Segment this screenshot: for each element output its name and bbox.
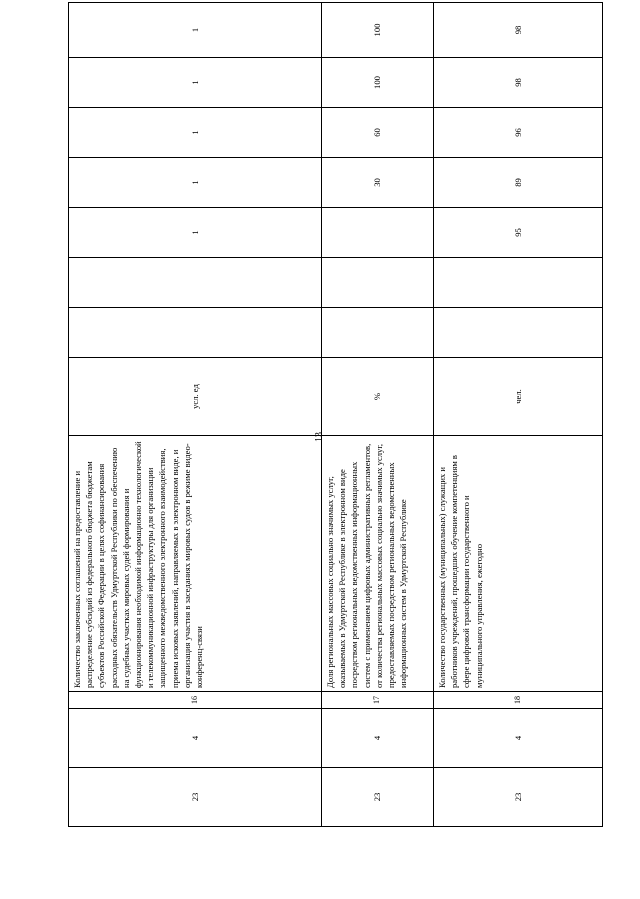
value-cell (322, 308, 434, 358)
table-grid (68, 23, 602, 827)
program-code: 23 (322, 768, 434, 827)
value-cell: 1 (69, 158, 322, 208)
value-cell: 89 (434, 158, 603, 208)
value-cell: 100 (322, 3, 434, 58)
page-number: 13 (314, 432, 325, 442)
unit-of-measure: усл. ед (69, 358, 322, 436)
value-cell (69, 258, 322, 308)
indicator-number: 18 (434, 692, 603, 709)
value-cell: 1 (69, 108, 322, 158)
table-row (434, 3, 603, 827)
program-code: 23 (69, 768, 322, 827)
value-cell: 30 (322, 158, 434, 208)
value-cell: 98 (434, 3, 603, 58)
value-cell (322, 258, 434, 308)
indicator-description: Количество заключенных соглашений на предоставление и распределение субсидий из федерального бюджета бюджетам субъектов Российской Федерации в целях софинансирования расходных обязательств Удмуртской Республики по обеспечению на судебных участках мировых судей формирования и функционирования необходимой информационно технологической и телекоммуникационной инфраструктуры для организации защищенного межведомственного электронного взаимодействия, приема исковых заявлений, направляемых в электронном виде, и организация участия в заседаниях мировых судов в режиме видео-конференц-связи (69, 436, 322, 692)
program-code: 23 (434, 768, 603, 827)
unit-of-measure: чел. (434, 358, 603, 436)
value-cell: 1 (69, 58, 322, 108)
table (68, 2, 603, 827)
indicator-description: Доля региональных массовых социально значимых услуг, оказываемых в Удмуртской Республике в электронном виде посредством региональных ведомственных информационных систем с применением цифровых административных регламентов, от количества региональных массовых социально значимых услуг, предоставляемых посредством региональных ведомственных информационных систем в Удмуртской Республике (322, 436, 434, 692)
value-cell: 1 (69, 208, 322, 258)
table-row (322, 3, 434, 827)
value-cell (69, 308, 322, 358)
unit-of-measure: % (322, 358, 434, 436)
value-cell: 98 (434, 58, 603, 108)
value-cell: 1 (69, 3, 322, 58)
value-cell (322, 208, 434, 258)
value-cell (434, 308, 603, 358)
value-cell: 96 (434, 108, 603, 158)
subprogram-code: 4 (322, 709, 434, 768)
table-row (69, 3, 322, 827)
indicator-description: Количество государственных (муниципальных) служащих и работников учреждений, прошедших обучение компетенциям в сфере цифровой трансформации государственного и муниципального управления, ежегодно (434, 436, 603, 692)
value-cell: 60 (322, 108, 434, 158)
value-cell (434, 258, 603, 308)
indicator-number: 16 (69, 692, 322, 709)
subprogram-code: 4 (434, 709, 603, 768)
value-cell: 95 (434, 208, 603, 258)
value-cell: 100 (322, 58, 434, 108)
indicator-number: 17 (322, 692, 434, 709)
subprogram-code: 4 (69, 709, 322, 768)
indicator-table (68, 23, 602, 827)
